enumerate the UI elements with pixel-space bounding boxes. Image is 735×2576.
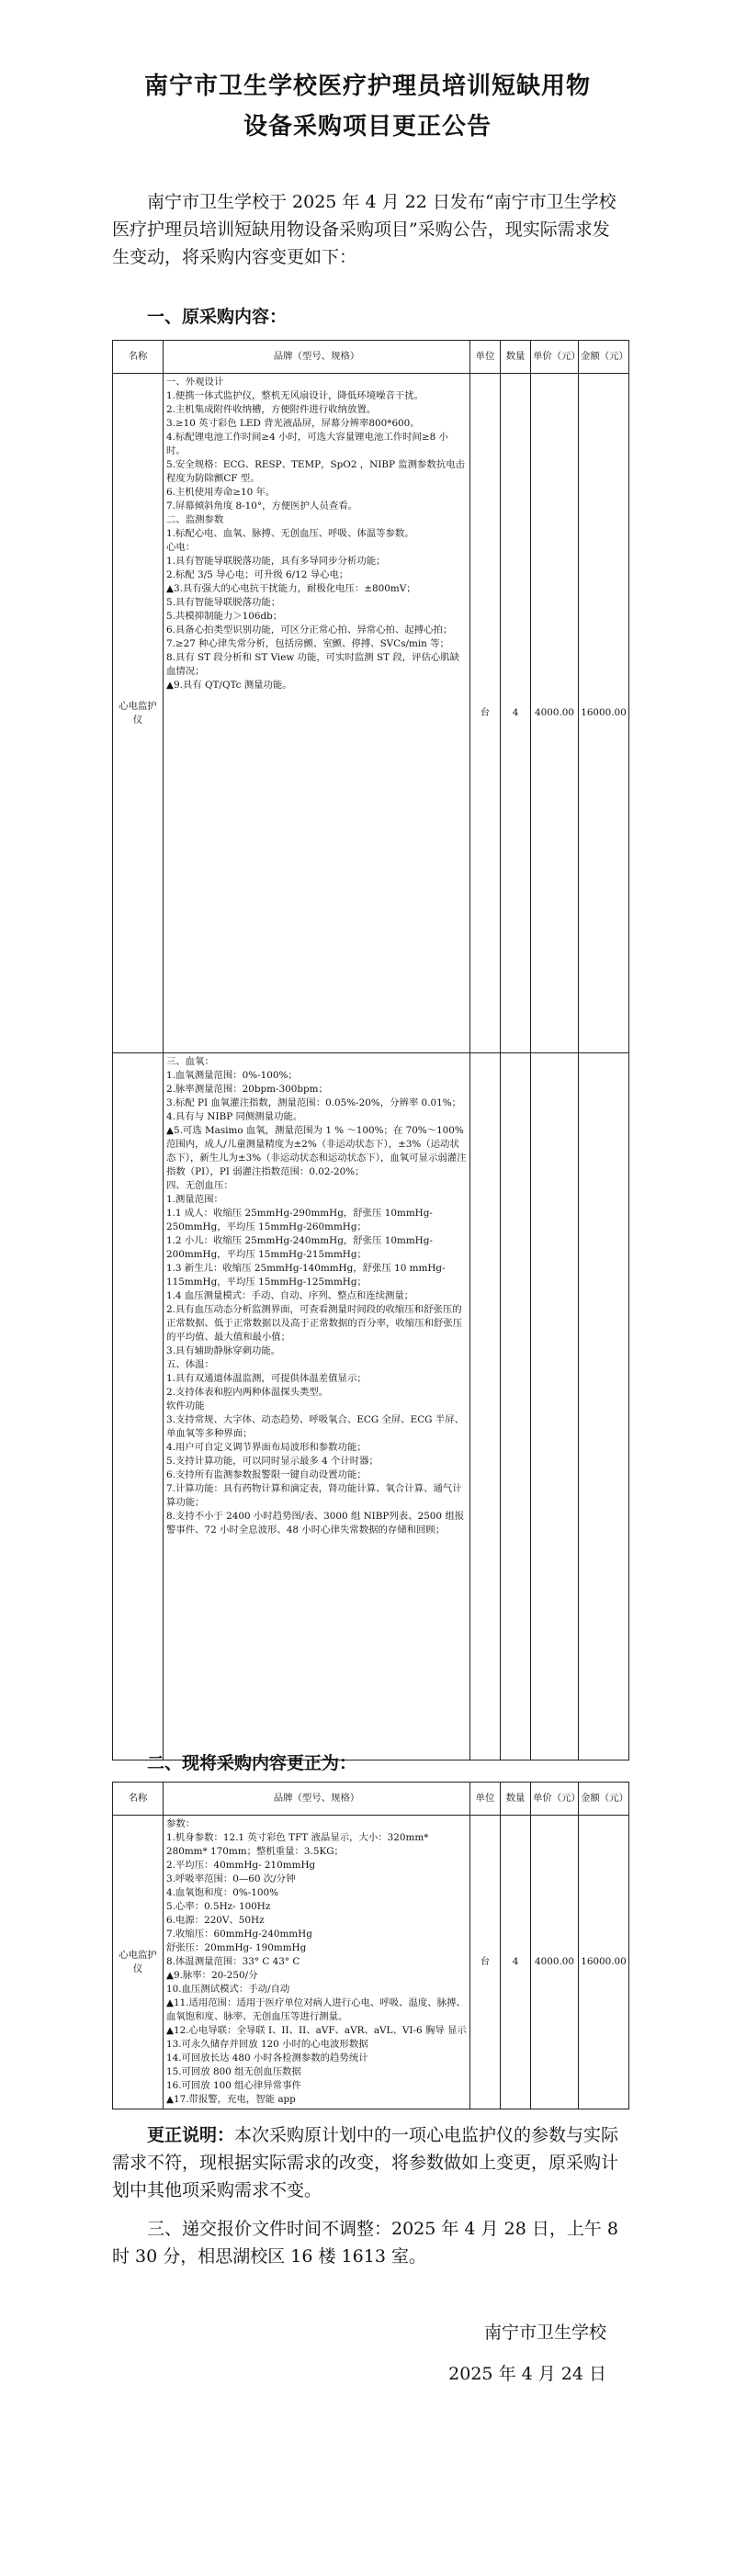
section-corrected-heading: 二、现将采购内容更正为： [147,1753,357,1773]
correction-note [112,2121,627,2204]
item-price: 4000.00 [531,374,579,1053]
empty-cell [113,1053,164,1760]
signer: 南宁市卫生学校 [483,2323,606,2343]
empty-cell [470,1053,501,1760]
header-brand: 品牌（型号、规格） [164,341,470,374]
spec-line: 6.支持所有监测参数报警限一键自动设置功能； [166,1469,367,1480]
table-row [113,1816,629,2109]
spec-line: 7.收缩压：60mmHg-240mmHg [166,1929,312,1940]
spec-line: 2.具有血压动态分析监测界面，可查看测量时间段的收缩压和舒张压的正常数据、低于正常数据以及高于正常数据的百分率，收缩压和舒张压的平均值、最大值和最小值； [166,1304,463,1343]
item-name: 心电监护仪 [113,374,164,1053]
spec-line: 5.支持计算功能，可以同时显示最多 4 个计时器； [166,1456,379,1467]
spec-line: ▲17.带报警，充电，智能 app [166,2094,296,2105]
correction-note-label: 更正说明： [147,2125,235,2145]
spec-line: 二、监测参数 [166,514,224,525]
spec-line: 2.脉率测量范围：20bpm-300bpm； [166,1084,328,1095]
item-qty: 4 [501,1816,531,2109]
spec-line: 参数： [166,1818,196,1829]
header-name: 名称 [113,1783,164,1816]
title-line-2: 设备采购项目更正公告 [243,113,492,141]
spec-line: 5.共模抑制能力＞106db； [166,611,283,622]
spec-line: 3.支持常规、大字体、动态趋势、呼吸氧合、ECG 全屏、ECG 半屏、单血氧等多种界面； [166,1414,464,1439]
spec-line: 1.具有双通道体温监测，可提供体温差值显示； [166,1373,367,1384]
table-row [113,1053,629,1760]
spec-line: ▲3.具有强大的心电抗干扰能力，耐极化电压：±800mV； [166,583,416,594]
correction-note-text: 本次采购原计划中的一项心电监护仪的参数与实际需求不符，现根据实际需求的改变，将参数做如上变更，原采购计划中其他项采购需求不变。 [112,2125,619,2200]
header-total: 金额（元） [579,341,629,374]
spec-line: 1.3 新生儿：收缩压 25mmHg-140mmHg，舒张压 10 mmHg-115mmHg，平均压 15mmHg-125mmHg； [166,1263,446,1288]
header-qty: 数量 [501,1783,531,1816]
spec-line: 1.测量范围： [166,1194,223,1205]
spec-line: 一、外观设计 [166,377,224,388]
item-total: 16000.00 [579,1816,629,2109]
spec-line: 1.机身参数：12.1 英寸彩色 TFT 液晶显示，大小：320mm* 280mm* 170mm；整机重量：3.5KG； [166,1832,429,1857]
item-spec-part2 [164,1053,470,1760]
item-price: 4000.00 [531,1816,579,2109]
item-spec [164,1816,470,2109]
empty-cell [501,1053,531,1760]
closing-section [112,2121,627,2281]
section-original-heading: 一、原采购内容： [147,307,288,327]
header-price: 单价（元） [531,341,579,374]
spec-line: 8.具有 ST 段分析和 ST View 功能，可实时监测 ST 段，评估心肌缺血情况； [166,652,460,677]
deadline-paragraph: 三、递交报价文件时间不调整：2025 年 4 月 28 日，上午 8 时 30 分，相思湖校区 16 楼 1613 室。 [112,2219,618,2267]
spec-line: 1.便携一体式监护仪，整机无风扇设计，降低环境噪音干扰。 [166,390,424,401]
item-spec-part1 [164,374,470,1053]
spec-line: 7.屏幕倾斜角度 8-10°，方便医护人员查看。 [166,501,358,512]
header-price: 单价（元） [531,1783,579,1816]
spec-line: 2.标配 3/5 导心电；可升级 6/12 导心电； [166,569,349,580]
item-name: 心电监护仪 [113,1816,164,2109]
item-total: 16000.00 [579,374,629,1053]
header-brand: 品牌（型号、规格） [164,1783,470,1816]
spec-line: 四、无创血压： [166,1180,233,1191]
spec-line: 6.主机使用寿命≥10 年。 [166,487,276,498]
item-unit: 台 [470,1816,501,2109]
empty-cell [531,1053,579,1760]
spec-line: 2.支持体表和腔内两种体温探头类型。 [166,1387,329,1398]
spec-line: 4.具有与 NIBP 同侧测量功能。 [166,1111,303,1122]
spec-line: 16.可回放 100 组心律异常事件 [166,2080,301,2091]
spec-line: 7.计算功能：具有药物计算和滴定表，肾功能计算、氧合计算、通气计算功能； [166,1483,462,1508]
spec-line: 10.血压测试模式：手动/自动 [166,1984,290,1995]
spec-line: 4.标配锂电池工作时间≥4 小时，可选大容量锂电池工作时间≥8 小时。 [166,432,448,456]
spec-line: 8.支持不小于 2400 小时趋势图/表、3000 组 NIBP列表、2500 组报警事件、72 小时全息波形、48 小时心律失常数据的存储和回顾； [166,1511,465,1535]
spec-line: 3.呼吸率范围：0—60 次/分钟 [166,1873,296,1884]
spec-line: 1.1 成人：收缩压 25mmHg-290mmHg，舒张压 10mmHg-250mmHg，平均压 15mmHg-260mmHg； [166,1208,433,1232]
spec-line: 7.≥27 种心律失常分析，包括房颤、室颤、停搏、SVCs/min 等； [166,638,449,649]
spec-line: 心电： [166,542,196,553]
spec-line: ▲11.适用范围：适用于医疗单位对病人进行心电、呼吸、温度、脉搏、血氧饱和度、脉率、无创血压等进行测量。 [166,1997,466,2022]
spec-line: 1.血氧测量范围：0%-100%； [166,1070,298,1081]
original-purchase-table [112,340,629,1760]
item-qty: 4 [501,374,531,1053]
spec-line: 1.具有智能导联脱落功能，具有多导同步分析功能； [166,556,386,567]
sign-date: 2025 年 4 月 24 日 [448,2364,606,2384]
table-header-row [113,341,629,374]
spec-line: ▲12.心电导联：全导联 I、II、II、aVF、aVR、aVL、VI-6 胸导 显示 [166,2025,467,2036]
spec-line: 4.血氧饱和度：0%-100% [166,1887,278,1898]
header-total: 金额（元） [579,1783,629,1816]
header-name: 名称 [113,341,164,374]
spec-line: 五、体温： [166,1359,214,1370]
spec-line: 1.4 血压测量模式：手动、自动、序列、整点和连续测量； [166,1290,414,1301]
spec-line: 3.≥10 英寸彩色 LED 背光液晶屏，屏幕分辨率800*600。 [166,418,420,429]
spec-line: 14.可回放长达 480 小时各检测参数的趋势统计 [166,2053,368,2064]
spec-line: ▲9.具有 QT/QTc 测量功能。 [166,680,292,691]
spec-line: 舒张压：20mmHg- 190mmHg [166,1942,307,1953]
spec-line: 8.体温测量范围：33° C 43° C [166,1956,300,1967]
header-unit: 单位 [470,341,501,374]
item-unit: 台 [470,374,501,1053]
spec-line: 3.标配 PI 血氧灌注指数，测量范围：0.05%-20%，分辨率 0.01%； [166,1097,461,1108]
spec-line: 4.用户可自定义调节界面布局波形和参数功能； [166,1442,367,1453]
intro-paragraph: 南宁市卫生学校于 2025 年 4 月 22 日发布“南宁市卫生学校医疗护理员培训短缺用物设备采购项目”采购公告，现实际需求发生变动，将采购内容变更如下： [112,192,616,267]
spec-line: 15.可回放 800 组无创血压数据 [166,2066,301,2077]
spec-line: 5.具有智能导联脱落功能； [166,597,281,608]
table-row [113,374,629,1053]
empty-cell [579,1053,629,1760]
spec-line: 1.标配心电、血氧、脉搏、无创血压、呼吸、体温等参数。 [166,528,414,539]
spec-line: 13.可永久储存并回放 120 小时的心电波形数据 [166,2039,368,2050]
table-header-row [113,1783,629,1816]
spec-line: 3.具有辅助静脉穿刺功能。 [166,1345,281,1356]
spec-line: 6.具备心拍类型识别功能，可区分正常心拍、异常心拍、起搏心拍； [166,624,453,636]
spec-line: 6.电源：220V、50Hz [166,1915,265,1926]
spec-line: 三、血氧： [166,1056,214,1067]
spec-line: 5.安全规格：ECG、RESP、TEMP，SpO2 ，NIBP 监测参数抗电击程度为防除颤CF 型。 [166,459,465,484]
title-line-1: 南宁市卫生学校医疗护理员培训短缺用物 [143,73,591,100]
spec-line: ▲9.脉率：20-250/分 [166,1970,258,1981]
spec-line: 软件功能 [166,1400,205,1412]
corrected-purchase-table [112,1782,629,2109]
spec-line: 2.主机集成附件收纳槽，方便附件进行收纳放置。 [166,404,377,415]
spec-line: ▲5.可选 Masimo 血氧，测量范围为 1 % ～100%；在 70%～100%范围内，成人/儿童测量精度为±2%（非运动状态下），±3%（运动状态下），新生儿为±3%（非运动状态和运动状态下），血氧可显示弱灌注指数（PI），PI 弱灌注指数范围：0.02-20%； [166,1125,467,1177]
spec-line: 2.平均压：40mmHg- 210mmHg [166,1860,316,1871]
header-unit: 单位 [470,1783,501,1816]
spec-line: 5.心率：0.5Hz- 100Hz [166,1901,271,1912]
spec-line: 1.2 小儿：收缩压 25mmHg-240mmHg，舒张压 10mmHg-200mmHg，平均压 15mmHg-215mmHg； [166,1235,433,1260]
page-title [55,66,680,147]
header-qty: 数量 [501,341,531,374]
